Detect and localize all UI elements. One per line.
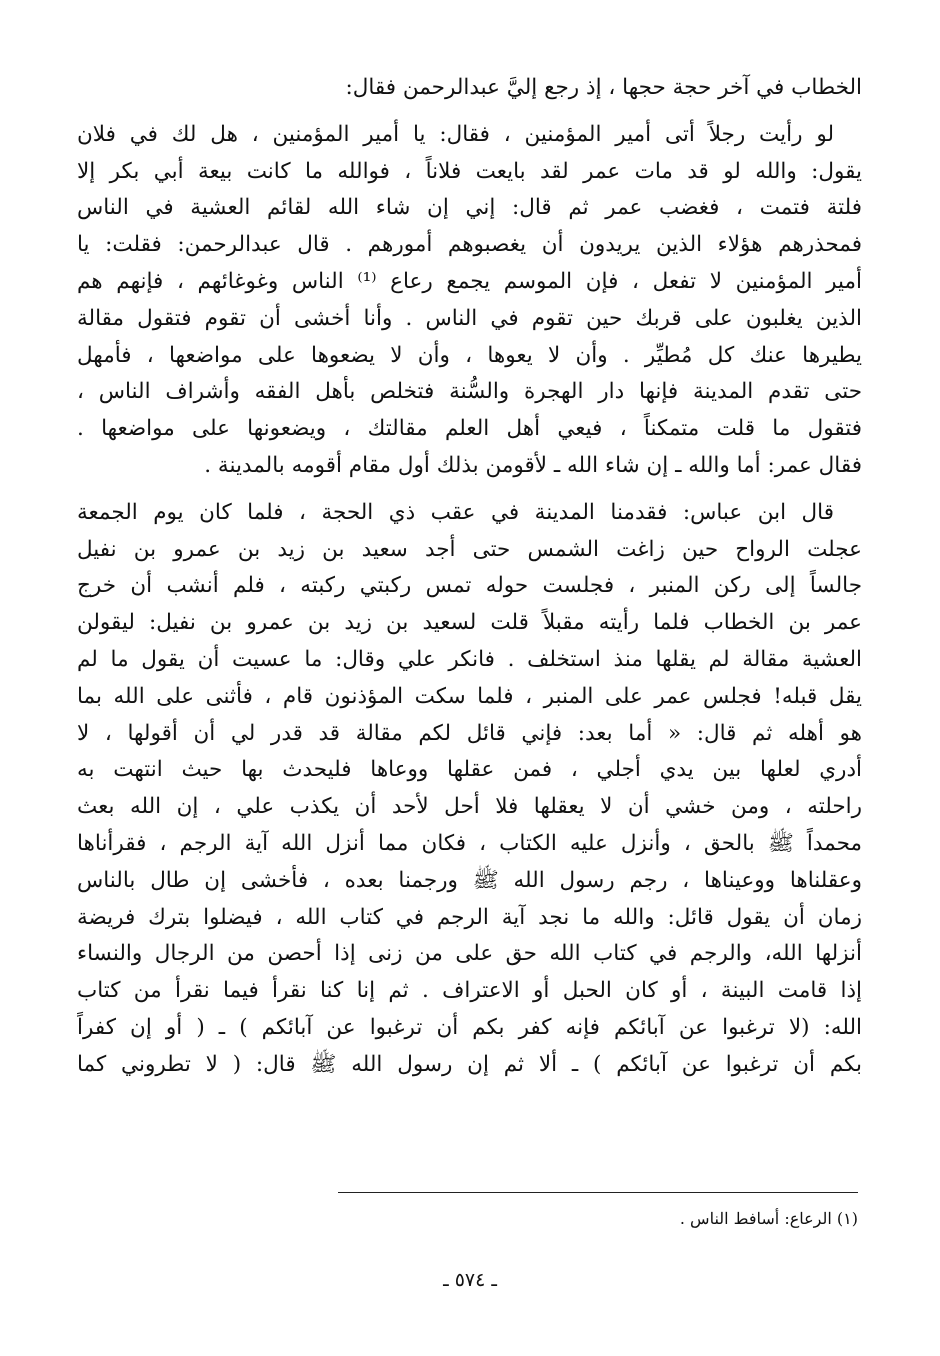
text-line: فلتة فتمت ، فغضب عمر ثم قال: إني إن شاء الله لقائم العشية في الناس: [77, 195, 862, 221]
text-line: الله: (لا ترغبوا عن آبائكم فإنه كفر بكم أن ترغبوا عن آبائكم ) ـ ( أو إن كفراً: [77, 1014, 862, 1040]
text-line: قال ابن عباس: فقدمنا المدينة في عقب ذي الحجة ، فلما كان يوم الجمعة: [77, 499, 834, 525]
page-number: ـ ٥٧٤ ـ: [443, 1269, 497, 1291]
paragraph-1: [77, 117, 862, 485]
text-line: أمير المؤمنين لا تفعل ، فإن الموسم يجمع رعاع ⁽¹⁾ الناس وغوغائهم ، فإنهم هم: [77, 268, 862, 294]
paragraph-2: [77, 495, 862, 1084]
text-line: يقل قبله! فجلس عمر على المنبر ، فلما سكت المؤذنون قام ، فأثنى على الله بما: [77, 683, 862, 709]
text-line: عمر بن الخطاب فلما رأيته مقبلاً قلت لسعيد بن زيد بن عمرو بن نفيل: ليقولن: [77, 610, 862, 636]
text-line: الخطاب في آخر حجة حجها ، إذ رجع إليَّ عبدالرحمن فقال:: [345, 75, 862, 100]
text-line: وعقلناها ووعيناها ، رجم رسول الله ﷺ ورجمنا بعده ، فأخشى إن طال بالناس: [77, 867, 862, 893]
text-line: عجلت الرواح حين زاغت الشمس حتى أجد سعيد بن زيد بن عمرو بن نفيل: [77, 536, 862, 562]
footnote-separator: [338, 1192, 858, 1193]
text-line: يقول: والله لو قد مات عمر لقد بايعت فلاناً ، فوالله ما كانت بيعة أبي بكر إلا: [77, 158, 862, 184]
text-line: أدري لعلها بين يدي أجلي ، فمن عقلها ووعاها فليحدث بها حيث انتهت به: [77, 757, 862, 783]
text-line: الذين يغلبون على قربك حين تقوم في الناس . وأنا أخشى أن تقوم فتقول مقالة: [77, 305, 862, 331]
text-line: زمان أن يقول قائل: والله ما نجد آية الرجم في كتاب الله ، فيضلوا بترك فريضة: [77, 904, 862, 930]
text-line: فقال عمر: أما والله ـ إن شاء الله ـ لأقومن بذلك أول مقام أقومه بالمدينة .: [204, 452, 862, 478]
text-line: إذا قامت البينة ، أو كان الحبل أو الاعتراف . ثم إنا كنا نقرأ فيما نقرأ من كتاب: [77, 978, 862, 1004]
text-line: جالساً إلى ركن المنبر ، فجلست حوله تمس ركبتي ركبته ، فلم أنشب أن خرج: [77, 573, 862, 599]
text-line: حتى تقدم المدينة فإنها دار الهجرة والسُّنة فتخلص بأهل الفقه وأشراف الناس ،: [77, 379, 862, 405]
text-line: راحلته ، ومن خشي أن لا يعقلها فلا أحل لأحد أن يكذب علي ، إن الله بعث: [77, 794, 862, 820]
text-line: فتقول ما قلت متمكناً ، فيعي أهل العلم مقالتك ، ويضعونها على مواضعها .: [77, 416, 862, 442]
text-line: محمداً ﷺ بالحق ، وأنزل عليه الكتاب ، فكان مما أنزل الله آية الرجم ، فقرأناها: [77, 830, 862, 856]
text-line: هو أهله ثم قال: « أما بعد: فإني قائل لكم مقالة قد قدر لي أن أقولها ، لا: [77, 720, 862, 746]
text-line: لو رأيت رجلاً أتى أمير المؤمنين ، فقال: يا أمير المؤمنين ، هل لك في فلان: [77, 121, 834, 147]
text-line: أنزلها الله، والرجم في كتاب الله حق على من زنى إذا أحصن من الرجال والنساء: [77, 941, 862, 967]
text-line: فمحذرهم هؤلاء الذين يريدون أن يغصبوهم أمورهم . قال عبدالرحمن: فقلت: يا: [77, 232, 862, 258]
text-line: يطيرها عنك كل مُطيِّر . وأن لا يعوها ، وأن لا يضعوها على مواضعها ، فأمهل: [77, 342, 862, 368]
footnote: (١) الرعاع: أسافط الناس .: [679, 1209, 858, 1228]
opening-paragraph: [77, 70, 862, 107]
text-line: العشية مقالة لم يقلها منذ استخلف . فانكر علي وقال: ما عسيت أن يقول ما لم: [77, 646, 862, 672]
text-line: بكم أن ترغبوا عن آبائكم ) ـ ألا ثم إن رسول الله ﷺ قال: ( لا تطروني كما: [77, 1051, 862, 1077]
page-body: [77, 70, 862, 1084]
